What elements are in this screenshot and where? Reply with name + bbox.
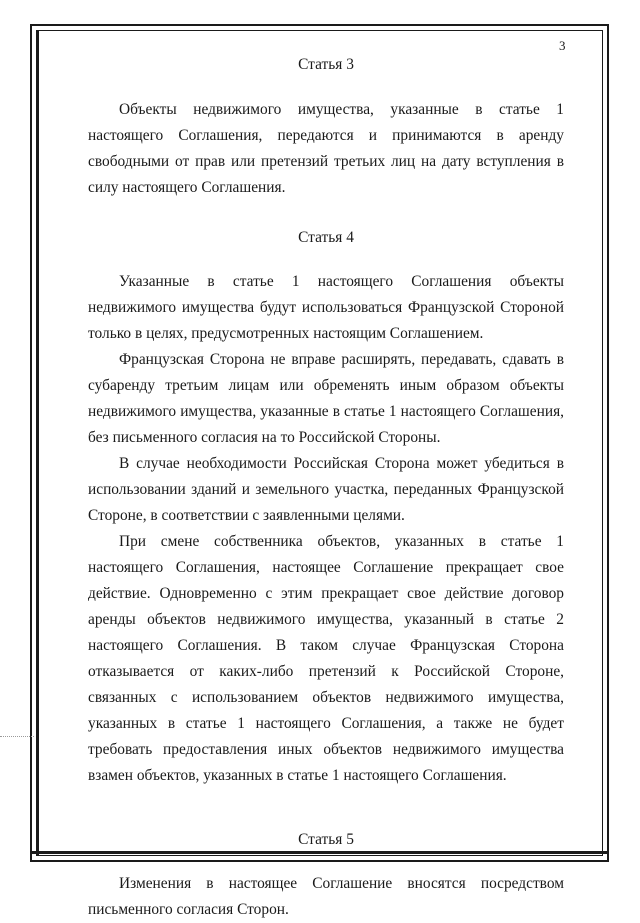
article-paragraph: Французская Сторона не вправе расширять, передавать, сдавать в субаренду третьим лицам или обременять иным образом объекты недвижимого имущества, указанные в статье 1 настоящего Соглашения, без письменного согласия на то Российской Стороны.: [88, 351, 564, 446]
article-paragraph: При смене собственника объектов, указанных в статье 1 настоящего Соглашения, настоящее Соглашение прекращает свое действие. Одновременно с этим прекращает свое действие договор аренды объектов недвижимого имущества, указанный в статье 2 настоящего Соглашения. В таком случае Французская Сторона отказывается от каких-либо претензий к Российской Стороне, связанных с использованием объектов недвижимого имущества, указанных в статье 1 настоящего Соглашения, а также не будет требовать предоставления иных объектов недвижимого имущества взамен объектов, указанных в статье 1 настоящего Соглашения.: [88, 533, 564, 784]
article-heading: Статья 4: [298, 229, 354, 246]
article-5: [88, 827, 564, 923]
article-heading: Статья 3: [298, 56, 354, 73]
article-paragraph: Изменения в настоящее Соглашение вносятся посредством письменного согласия Сторон.: [88, 875, 564, 918]
article-paragraph: Указанные в статье 1 настоящего Соглашения объекты недвижимого имущества будут использоваться Французской Стороной только в целях, предусмотренных настоящим Соглашением.: [88, 273, 564, 342]
scan-artifact: [0, 736, 34, 739]
article-3: [88, 52, 564, 201]
article-paragraph: Объекты недвижимого имущества, указанные в статье 1 настоящего Соглашения, передаются и принимаются в аренду свободными от прав или претензий третьих лиц на дату вступления в силу настоящего Соглашения.: [88, 101, 564, 196]
page-number: 3: [559, 38, 566, 53]
article-4: [88, 225, 564, 789]
article-heading: Статья 5: [298, 831, 354, 848]
article-paragraph: В случае необходимости Российская Сторона может убедиться в использовании зданий и земельного участка, переданных Французской Стороне, в соответствии с заявленными целями.: [88, 455, 564, 524]
page-border-left-rule: [36, 30, 39, 856]
document-body: [88, 52, 564, 923]
